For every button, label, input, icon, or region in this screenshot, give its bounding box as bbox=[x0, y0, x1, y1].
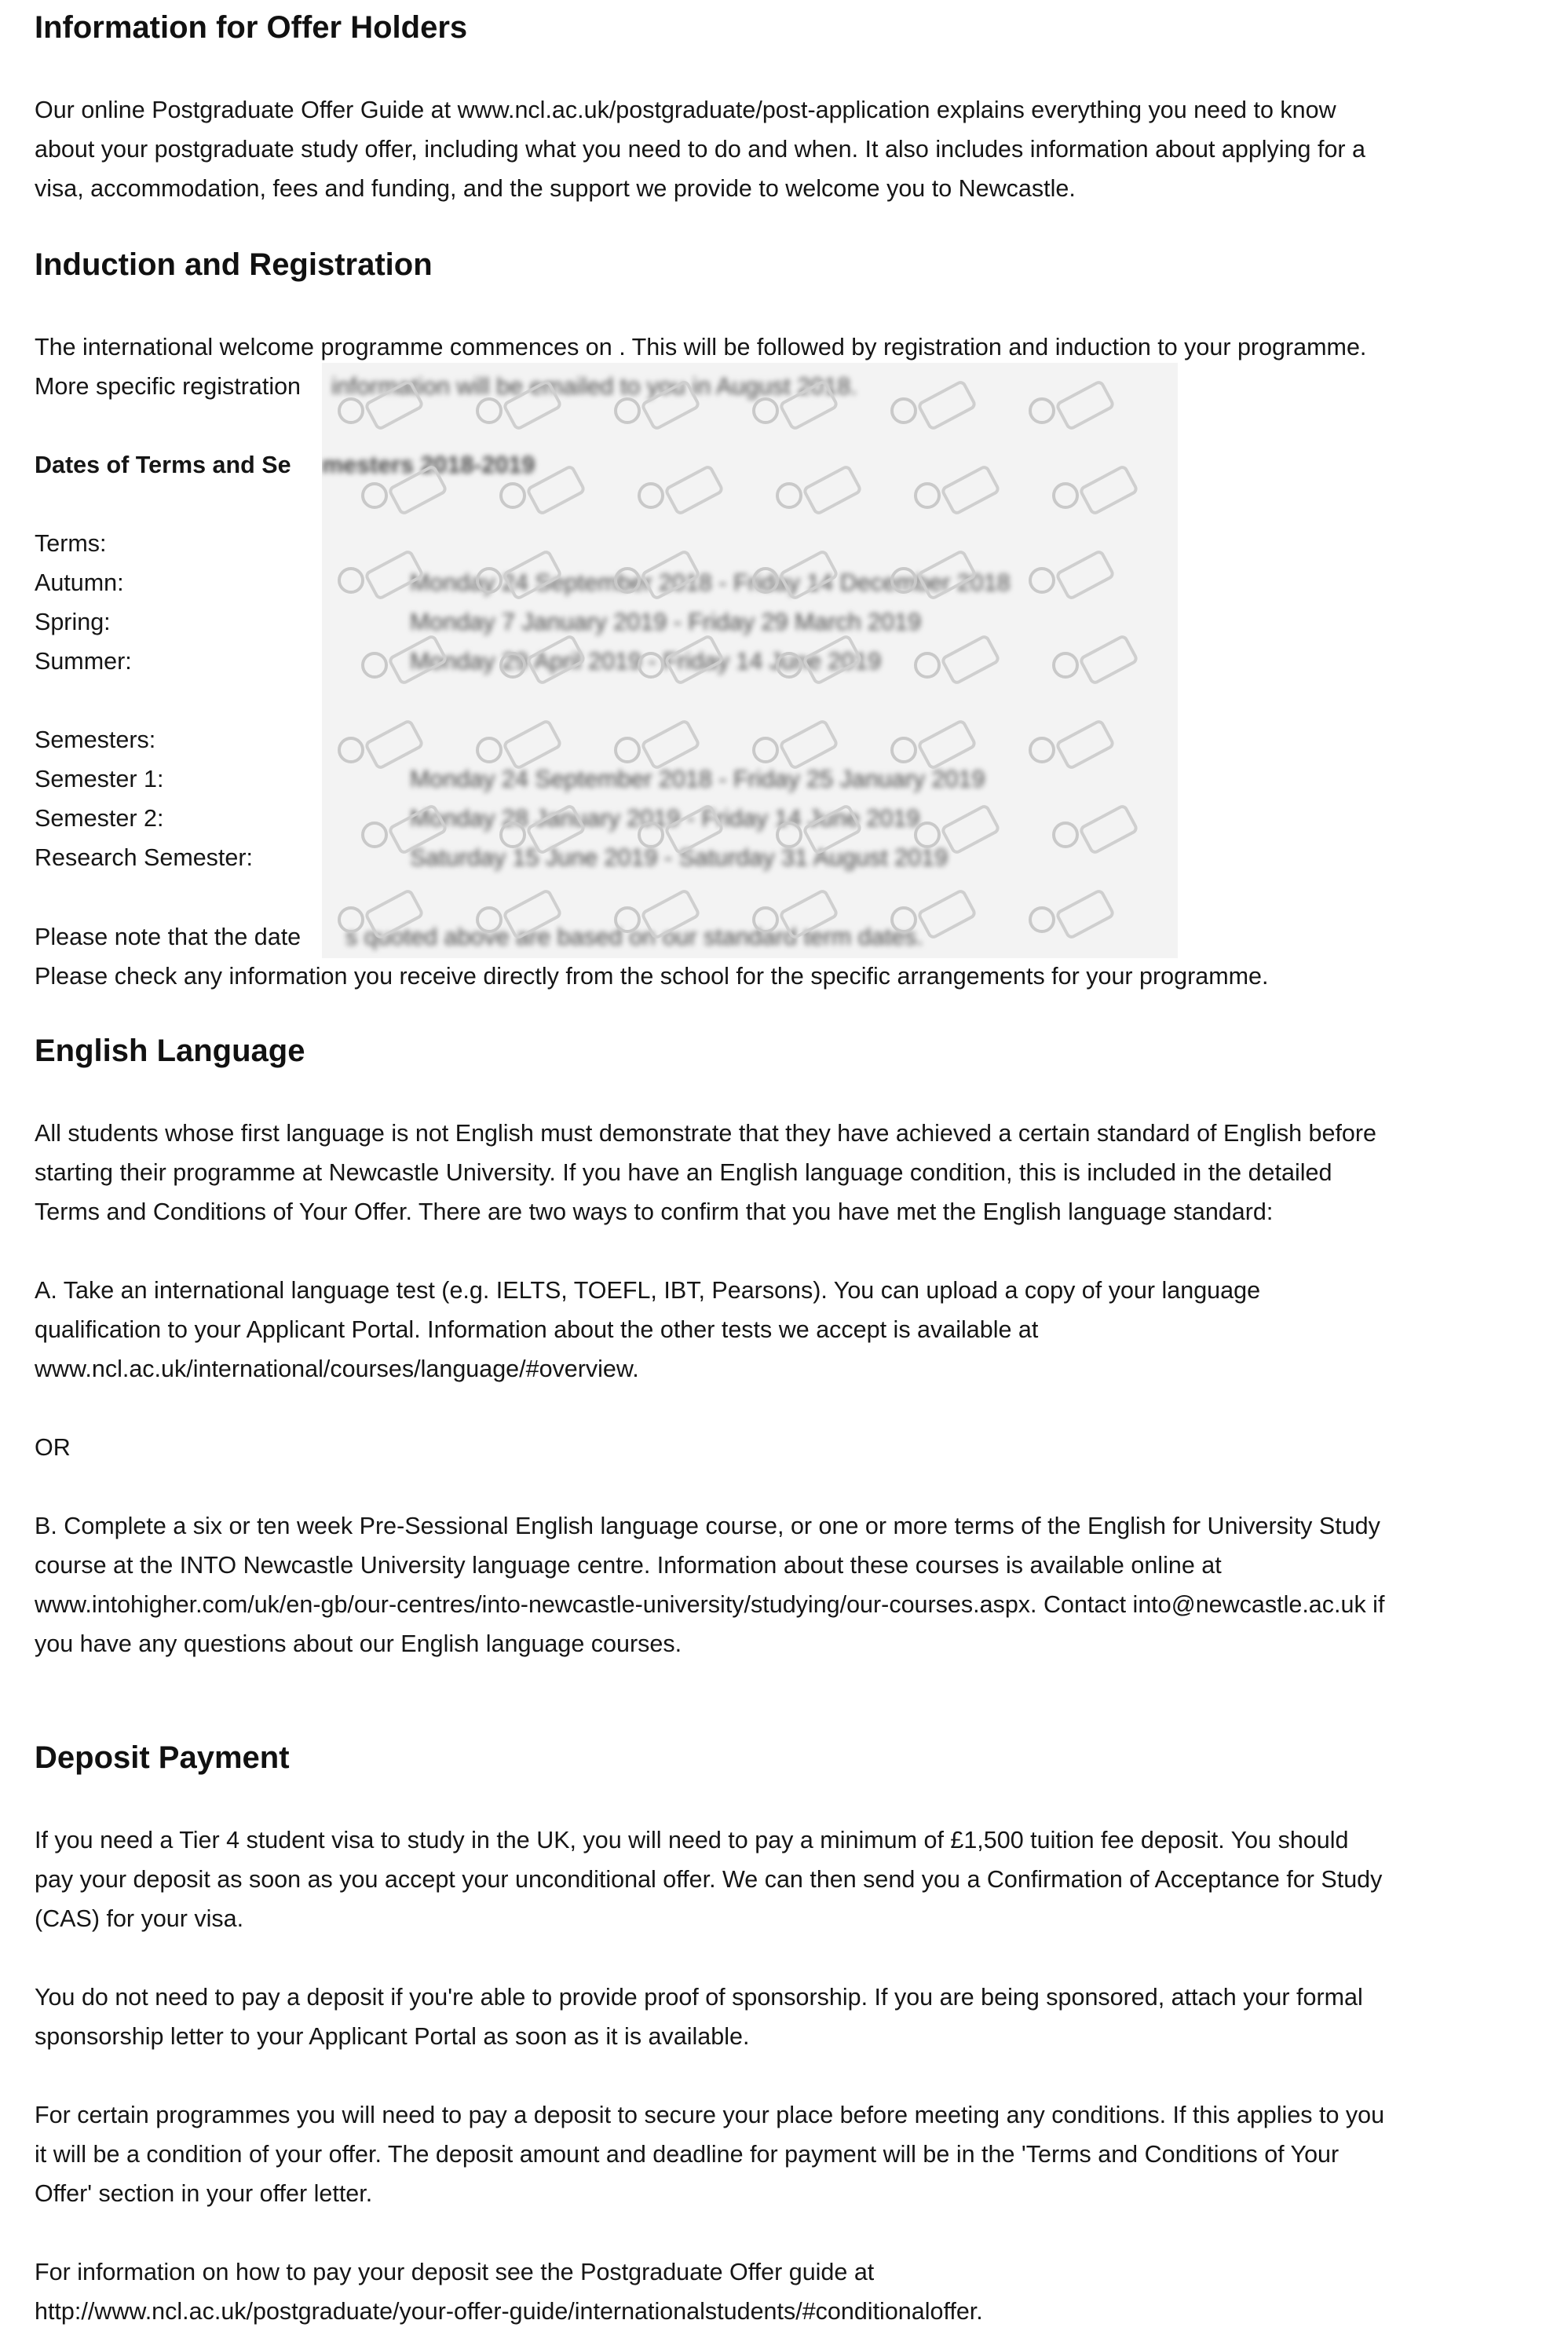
watermark-logo bbox=[361, 471, 448, 520]
blurred-dates-heading: mesters 2018-2019 bbox=[322, 452, 535, 478]
option-a-line-3: www.ncl.ac.uk/international/courses/language/#overview. bbox=[35, 1356, 639, 1382]
watermark-tag-icon bbox=[778, 887, 840, 940]
dates-note-line-2: Please check any information you receive directly from the school for the specific arrangements for your programme. bbox=[35, 963, 1269, 990]
watermark-tag-icon bbox=[640, 379, 702, 431]
watermark-ring-icon bbox=[614, 397, 641, 424]
watermark-overlay bbox=[322, 363, 1178, 958]
watermark-logo bbox=[776, 641, 862, 690]
watermark-ring-icon bbox=[890, 737, 917, 763]
blurred-semester2-dates: Monday 28 January 2019 - Friday 14 June 2019 bbox=[410, 805, 920, 832]
watermark-logo bbox=[890, 386, 977, 435]
watermark-logo bbox=[361, 811, 448, 859]
watermark-logo bbox=[338, 895, 424, 944]
term-spring-label: Spring: bbox=[35, 609, 111, 635]
watermark-tag-icon bbox=[502, 718, 564, 770]
watermark-ring-icon bbox=[614, 906, 641, 933]
watermark-ring-icon bbox=[890, 906, 917, 933]
offer-holders-line-1: Our online Postgraduate Offer Guide at www.ncl.ac.uk/postgraduate/post-application explains everything you need to know bbox=[35, 97, 1336, 123]
watermark-tag-icon bbox=[640, 718, 702, 770]
watermark-logo bbox=[1052, 641, 1139, 690]
watermark-tag-icon bbox=[387, 803, 449, 855]
watermark-logo bbox=[476, 895, 562, 944]
deposit-para2-line-1: You do not need to pay a deposit if you're able to provide proof of sponsorship. If you are being sponsored, attach your formal bbox=[35, 1984, 1363, 2011]
blurred-semester1-dates: Monday 24 September 2018 - Friday 25 January 2019 bbox=[410, 766, 985, 792]
watermark-ring-icon bbox=[338, 397, 364, 424]
watermark-tag-icon bbox=[940, 803, 1002, 855]
watermark-tag-icon bbox=[387, 633, 449, 686]
watermark-ring-icon bbox=[361, 822, 388, 848]
watermark-ring-icon bbox=[638, 822, 664, 848]
watermark-tag-icon bbox=[663, 463, 726, 516]
watermark-ring-icon bbox=[338, 906, 364, 933]
watermark-logo bbox=[614, 726, 700, 774]
option-a-line-2: qualification to your Applicant Portal. Information about the other tests we accept is available at bbox=[35, 1316, 1039, 1343]
semesters-label: Semesters: bbox=[35, 726, 156, 753]
watermark-ring-icon bbox=[752, 737, 779, 763]
deposit-para1-line-3: (CAS) for your visa. bbox=[35, 1905, 244, 1932]
watermark-ring-icon bbox=[638, 482, 664, 509]
watermark-ring-icon bbox=[1052, 652, 1079, 679]
watermark-ring-icon bbox=[476, 397, 503, 424]
watermark-ring-icon bbox=[776, 482, 802, 509]
watermark-ring-icon bbox=[1029, 397, 1055, 424]
semester-2-label: Semester 2: bbox=[35, 805, 164, 832]
heading-offer-holders: Information for Offer Holders bbox=[35, 10, 468, 45]
watermark-ring-icon bbox=[614, 737, 641, 763]
watermark-logo bbox=[914, 811, 1000, 859]
option-b-line-1: B. Complete a six or ten week Pre-Sessional English language course, or one or more terms of the English for University Study bbox=[35, 1513, 1380, 1539]
induction-line-1: The international welcome programme commences on . This will be followed by registration and induction to your programme. bbox=[35, 334, 1367, 360]
option-a-line-1: A. Take an international language test (e.g. IELTS, TOEFL, IBT, Pearsons). You can upload a copy of your language bbox=[35, 1277, 1261, 1304]
watermark-tag-icon bbox=[1078, 633, 1140, 686]
deposit-para4-line-2: http://www.ncl.ac.uk/postgraduate/your-offer-guide/internationalstudents/#conditionaloffer. bbox=[35, 2298, 983, 2325]
watermark-ring-icon bbox=[752, 567, 779, 594]
watermark-ring-icon bbox=[776, 822, 802, 848]
watermark-tag-icon bbox=[364, 548, 426, 601]
watermark-logo bbox=[1029, 386, 1115, 435]
watermark-tag-icon bbox=[778, 379, 840, 431]
watermark-tag-icon bbox=[1054, 887, 1117, 940]
watermark-tag-icon bbox=[1054, 548, 1117, 601]
watermark-tag-icon bbox=[364, 379, 426, 431]
watermark-logo bbox=[499, 471, 586, 520]
research-semester-label: Research Semester: bbox=[35, 844, 253, 871]
watermark-tag-icon bbox=[802, 463, 864, 516]
watermark-ring-icon bbox=[914, 482, 941, 509]
watermark-tag-icon bbox=[502, 887, 564, 940]
term-summer-label: Summer: bbox=[35, 648, 132, 675]
watermark-logo bbox=[476, 386, 562, 435]
deposit-para3-line-1: For certain programmes you will need to pay a deposit to secure your place before meeting any conditions. If this applies to you bbox=[35, 2102, 1385, 2128]
watermark-ring-icon bbox=[338, 737, 364, 763]
watermark-logo bbox=[614, 556, 700, 605]
deposit-para4-line-1: For information on how to pay your deposit see the Postgraduate Offer guide at bbox=[35, 2259, 875, 2285]
deposit-para1-line-1: If you need a Tier 4 student visa to study in the UK, you will need to pay a minimum of £1,500 tuition fee deposit. You should bbox=[35, 1827, 1349, 1853]
watermark-tag-icon bbox=[778, 548, 840, 601]
watermark-logo bbox=[914, 641, 1000, 690]
watermark-ring-icon bbox=[914, 822, 941, 848]
offer-holders-line-2: about your postgraduate study offer, including what you need to do and when. It also includes information about applying for a bbox=[35, 136, 1366, 163]
blurred-summer-dates: Monday 29 April 2019 - Friday 14 June 2019 bbox=[410, 648, 882, 675]
watermark-logo bbox=[638, 641, 724, 690]
watermark-tag-icon bbox=[502, 379, 564, 431]
watermark-tag-icon bbox=[916, 548, 978, 601]
deposit-para1-line-2: pay your deposit as soon as you accept your unconditional offer. We can then send you a Confirmation of Acceptance for Study bbox=[35, 1866, 1383, 1893]
english-para1-line-3: Terms and Conditions of Your Offer. There are two ways to confirm that you have met the English language standard: bbox=[35, 1198, 1274, 1225]
watermark-ring-icon bbox=[890, 567, 917, 594]
watermark-tag-icon bbox=[1054, 718, 1117, 770]
watermark-ring-icon bbox=[361, 652, 388, 679]
english-para1-line-1: All students whose first language is not English must demonstrate that they have achieved a certain standard of English before bbox=[35, 1120, 1376, 1147]
watermark-logo bbox=[1052, 811, 1139, 859]
watermark-ring-icon bbox=[1052, 822, 1079, 848]
watermark-tag-icon bbox=[916, 379, 978, 431]
watermark-tag-icon bbox=[525, 803, 587, 855]
watermark-ring-icon bbox=[499, 652, 526, 679]
blurred-registration-text: information will be emailed to you in August 2018. bbox=[331, 373, 857, 400]
offer-holders-line-3: visa, accommodation, fees and funding, and the support we provide to welcome you to Newcastle. bbox=[35, 175, 1076, 202]
option-b-line-4: you have any questions about our English language courses. bbox=[35, 1630, 682, 1657]
watermark-logo bbox=[776, 811, 862, 859]
watermark-tag-icon bbox=[663, 803, 726, 855]
watermark-logo bbox=[752, 726, 839, 774]
blurred-research-semester-dates: Saturday 15 June 2019 - Saturday 31 August 2019 bbox=[410, 844, 948, 871]
watermark-ring-icon bbox=[752, 906, 779, 933]
watermark-tag-icon bbox=[940, 633, 1002, 686]
watermark-logo bbox=[614, 895, 700, 944]
watermark-logo bbox=[890, 895, 977, 944]
watermark-tag-icon bbox=[640, 548, 702, 601]
deposit-para3-line-3: Offer' section in your offer letter. bbox=[35, 2180, 373, 2207]
watermark-ring-icon bbox=[752, 397, 779, 424]
heading-deposit-payment: Deposit Payment bbox=[35, 1740, 290, 1775]
watermark-tag-icon bbox=[364, 887, 426, 940]
watermark-tag-icon bbox=[778, 718, 840, 770]
dates-note-line-1: Please note that the date bbox=[35, 924, 302, 950]
watermark-ring-icon bbox=[338, 567, 364, 594]
watermark-logo bbox=[890, 726, 977, 774]
heading-induction: Induction and Registration bbox=[35, 247, 433, 282]
watermark-ring-icon bbox=[638, 652, 664, 679]
watermark-ring-icon bbox=[1029, 737, 1055, 763]
watermark-tag-icon bbox=[1078, 803, 1140, 855]
watermark-tag-icon bbox=[502, 548, 564, 601]
blurred-note-text: s quoted above are based on our standard term dates. bbox=[345, 924, 923, 950]
watermark-logo bbox=[499, 811, 586, 859]
watermark-ring-icon bbox=[499, 482, 526, 509]
watermark-logo bbox=[1029, 895, 1115, 944]
watermark-tag-icon bbox=[387, 463, 449, 516]
watermark-tag-icon bbox=[1054, 379, 1117, 431]
watermark-logo bbox=[476, 556, 562, 605]
watermark-tag-icon bbox=[663, 633, 726, 686]
option-b-line-2: course at the INTO Newcastle University language centre. Information about these courses is available online at bbox=[35, 1552, 1222, 1579]
deposit-para3-line-2: it will be a condition of your offer. The deposit amount and deadline for payment will be in the 'Terms and Conditions of Your bbox=[35, 2141, 1340, 2168]
watermark-tag-icon bbox=[940, 463, 1002, 516]
watermark-ring-icon bbox=[499, 822, 526, 848]
watermark-logo bbox=[914, 471, 1000, 520]
watermark-ring-icon bbox=[1052, 482, 1079, 509]
watermark-logo bbox=[361, 641, 448, 690]
semester-1-label: Semester 1: bbox=[35, 766, 164, 792]
watermark-logo bbox=[338, 726, 424, 774]
watermark-tag-icon bbox=[916, 718, 978, 770]
watermark-tag-icon bbox=[802, 803, 864, 855]
watermark-ring-icon bbox=[1029, 567, 1055, 594]
watermark-logo bbox=[890, 556, 977, 605]
watermark-tag-icon bbox=[525, 633, 587, 686]
deposit-para2-line-2: sponsorship letter to your Applicant Portal as soon as it is available. bbox=[35, 2023, 750, 2050]
watermark-logo bbox=[476, 726, 562, 774]
blurred-spring-dates: Monday 7 January 2019 - Friday 29 March 2019 bbox=[410, 609, 922, 635]
heading-english-language: English Language bbox=[35, 1034, 305, 1068]
watermark-ring-icon bbox=[614, 567, 641, 594]
watermark-tag-icon bbox=[364, 718, 426, 770]
option-b-line-3: www.intohigher.com/uk/en-gb/our-centres/into-newcastle-university/studying/our-courses.aspx. Contact into@newcastle.ac.uk if bbox=[35, 1591, 1385, 1618]
watermark-ring-icon bbox=[1029, 906, 1055, 933]
or-separator: OR bbox=[35, 1434, 71, 1461]
watermark-ring-icon bbox=[914, 652, 941, 679]
term-autumn-label: Autumn: bbox=[35, 569, 124, 596]
watermark-logo bbox=[752, 386, 839, 435]
watermark-tag-icon bbox=[525, 463, 587, 516]
dates-heading: Dates of Terms and Se bbox=[35, 452, 291, 478]
watermark-logo bbox=[1052, 471, 1139, 520]
terms-label: Terms: bbox=[35, 530, 107, 557]
watermark-tag-icon bbox=[916, 887, 978, 940]
watermark-logo bbox=[338, 386, 424, 435]
watermark-ring-icon bbox=[890, 397, 917, 424]
watermark-tag-icon bbox=[802, 633, 864, 686]
blurred-autumn-dates: Monday 24 September 2018 - Friday 14 December 2018 bbox=[410, 569, 1011, 596]
watermark-logo bbox=[638, 471, 724, 520]
watermark-logo bbox=[752, 556, 839, 605]
watermark-logo bbox=[1029, 726, 1115, 774]
induction-line-2: More specific registration bbox=[35, 373, 302, 400]
watermark-ring-icon bbox=[476, 737, 503, 763]
watermark-logo bbox=[338, 556, 424, 605]
watermark-logo bbox=[638, 811, 724, 859]
watermark-ring-icon bbox=[476, 906, 503, 933]
watermark-logo bbox=[1029, 556, 1115, 605]
watermark-ring-icon bbox=[361, 482, 388, 509]
watermark-logo bbox=[499, 641, 586, 690]
watermark-logo bbox=[776, 471, 862, 520]
watermark-logo bbox=[614, 386, 700, 435]
english-para1-line-2: starting their programme at Newcastle University. If you have an English language condition, this is included in the detailed bbox=[35, 1159, 1332, 1186]
watermark-ring-icon bbox=[776, 652, 802, 679]
watermark-logo bbox=[752, 895, 839, 944]
watermark-tag-icon bbox=[640, 887, 702, 940]
watermark-tag-icon bbox=[1078, 463, 1140, 516]
watermark-ring-icon bbox=[476, 567, 503, 594]
